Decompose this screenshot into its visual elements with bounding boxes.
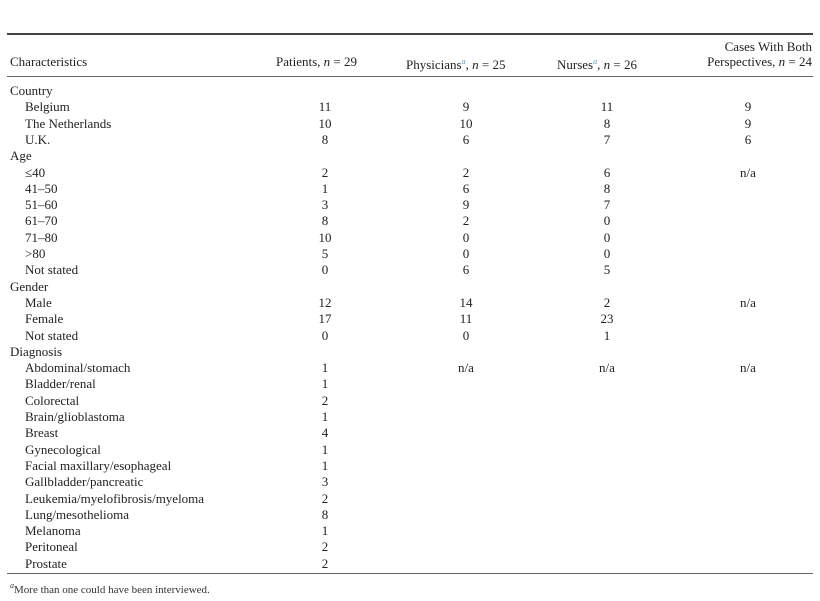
section-heading: Country — [10, 83, 53, 98]
header-nurses-label: Nurses — [557, 57, 594, 72]
footnote-marker: a — [10, 581, 14, 590]
cell-physicians: 0 — [462, 246, 470, 261]
header-nurses-n: n — [603, 57, 611, 72]
header-physicians-label: Physicians — [406, 57, 462, 72]
row-label: 51–60 — [25, 197, 58, 213]
header-patients-label: Patients, — [276, 54, 324, 69]
cell-patients: 2 — [321, 539, 329, 555]
cell-both: n/a — [740, 294, 756, 310]
cell-patients: 17 — [318, 311, 332, 327]
cell-nurses: 23 — [600, 311, 614, 327]
cell-patients: 1 — [321, 457, 329, 473]
row-label: Melanoma — [25, 523, 81, 539]
header-patients-n: n — [323, 54, 331, 69]
cell-patients: 10 — [318, 229, 332, 245]
row-label: Facial maxillary/esophageal — [25, 457, 172, 473]
row-label: Belgium — [25, 99, 70, 115]
cell-patients: 5 — [321, 246, 329, 261]
cell-nurses: 1 — [603, 327, 611, 343]
cell-nurses: 2 — [603, 294, 611, 310]
row-label: Not stated — [25, 327, 79, 343]
footnote — [10, 581, 210, 596]
row-label: Male — [25, 294, 52, 310]
row-label: Leukemia/myelofibrosis/myeloma — [25, 490, 205, 506]
cell-nurses: 0 — [603, 229, 611, 245]
cell-patients: 1 — [321, 441, 329, 457]
cell-patients: 4 — [321, 425, 329, 441]
cell-nurses: 0 — [603, 213, 611, 229]
cell-patients: 2 — [321, 555, 329, 571]
cell-both: 9 — [744, 115, 752, 131]
cell-physicians: 6 — [462, 180, 470, 196]
row-label: Bladder/renal — [25, 376, 96, 392]
cell-patients: 11 — [318, 99, 332, 115]
cell-physicians: 10 — [459, 115, 473, 131]
cell-patients: 0 — [321, 327, 329, 343]
header-nurses-value: = 26 — [610, 57, 637, 72]
row-label: Peritoneal — [25, 539, 78, 555]
cell-both: n/a — [740, 164, 756, 180]
cell-physicians: 11 — [459, 311, 473, 327]
header-both-line2: Perspectives, n = 24 — [707, 54, 812, 69]
header-bottom-rule — [7, 76, 813, 77]
cell-nurses: 5 — [603, 262, 611, 278]
cell-patients: 1 — [321, 180, 329, 196]
cell-patients: 3 — [321, 474, 329, 490]
cell-patients: 2 — [321, 164, 329, 180]
cell-physicians: 9 — [462, 197, 470, 213]
cell-nurses: 7 — [603, 131, 611, 147]
cell-physicians: n/a — [458, 360, 474, 376]
cell-nurses: 6 — [603, 164, 611, 180]
row-label: Brain/glioblastoma — [25, 409, 125, 424]
row-label: Breast — [25, 425, 59, 441]
cell-patients: 1 — [321, 360, 329, 376]
row-label: Colorectal — [25, 392, 80, 408]
cell-nurses: 11 — [600, 99, 614, 115]
cell-patients: 8 — [321, 506, 329, 522]
row-label: Prostate — [25, 555, 67, 571]
cell-patients: 1 — [321, 523, 329, 539]
row-label: 71–80 — [25, 229, 58, 245]
cell-physicians: 0 — [462, 229, 470, 245]
cell-patients: 0 — [321, 262, 329, 278]
row-label: U.K. — [25, 131, 51, 147]
cell-physicians: 9 — [462, 99, 470, 115]
row-label: Abdominal/stomach — [25, 360, 131, 376]
cell-patients: 8 — [321, 213, 329, 229]
cell-both: 6 — [744, 131, 752, 147]
row-label: Female — [25, 311, 64, 327]
section-heading: Gender — [10, 278, 49, 294]
cell-physicians: 6 — [462, 131, 470, 147]
cell-patients: 8 — [321, 131, 329, 147]
row-label: ≤40 — [25, 164, 46, 180]
cell-patients: 2 — [321, 490, 329, 506]
header-both-line1: Cases With Both — [724, 39, 812, 54]
header-physicians-n: n — [472, 57, 479, 72]
cell-nurses: 8 — [603, 115, 611, 131]
cell-nurses: n/a — [599, 360, 615, 376]
row-label: Lung/mesothelioma — [25, 506, 129, 522]
row-label: Gynecological — [25, 441, 101, 457]
cell-nurses: 0 — [603, 246, 611, 261]
table-bottom-rule — [7, 573, 813, 574]
cell-both: n/a — [740, 360, 756, 376]
cell-physicians: 0 — [462, 327, 470, 343]
cell-patients: 1 — [321, 409, 329, 424]
header-characteristics: Characteristics — [10, 54, 88, 69]
cell-nurses: 8 — [603, 180, 611, 196]
cell-patients: 12 — [318, 294, 332, 310]
row-label: Gallbladder/pancreatic — [25, 474, 144, 490]
table-top-rule — [7, 33, 813, 35]
header-physicians-value: = 25 — [478, 57, 506, 72]
footnote-marker: a — [593, 57, 598, 66]
footnote-text: More than one could have been interviewed. — [14, 584, 210, 596]
header-patients — [276, 54, 357, 69]
header-both-perspectives — [707, 39, 812, 69]
cell-physicians: 2 — [462, 213, 470, 229]
row-label: >80 — [25, 246, 46, 261]
section-heading: Diagnosis — [10, 343, 62, 359]
header-physicians: Physicians$^a$, n = 25 — [406, 57, 506, 72]
cell-physicians: 14 — [459, 294, 473, 310]
row-label: 61–70 — [25, 213, 58, 229]
section-heading: Age — [10, 148, 32, 164]
header-patients-value: = 29 — [330, 54, 358, 69]
cell-physicians: 6 — [462, 262, 470, 278]
cell-both: 9 — [744, 99, 752, 115]
cell-patients: 3 — [321, 197, 329, 213]
row-label: 41–50 — [25, 180, 58, 196]
cell-patients: 2 — [321, 392, 329, 408]
cell-patients: 1 — [321, 376, 329, 392]
footnote-marker: a — [461, 57, 466, 66]
cell-patients: 10 — [318, 115, 332, 131]
header-nurses: Nurses$^a$, n = 26 — [557, 57, 637, 72]
row-label: Not stated — [25, 262, 79, 278]
cell-physicians: 2 — [462, 164, 470, 180]
row-label: The Netherlands — [25, 115, 112, 131]
cell-nurses: 7 — [603, 197, 611, 213]
